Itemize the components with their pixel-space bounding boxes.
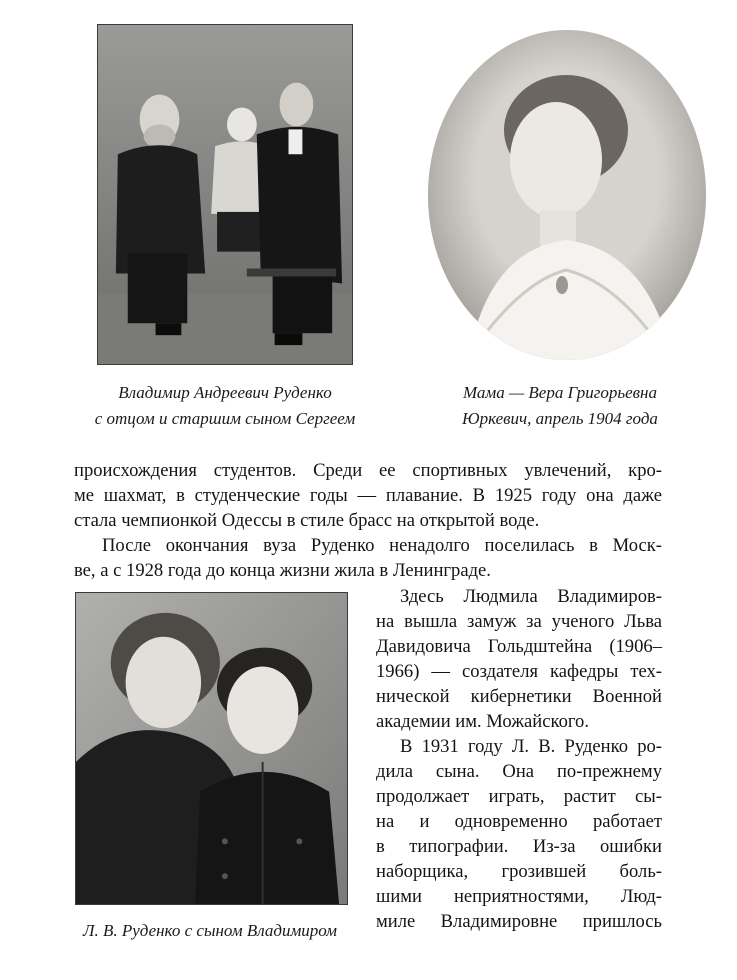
column-line: шими неприятностями, Люд- — [376, 886, 662, 907]
column-line: 1966) — создателя кафедры тех- — [376, 661, 662, 682]
column-line: продолжает играть, растит сы- — [376, 786, 662, 807]
photo-mother-oval — [428, 30, 706, 360]
column-line: на и одновременно работает — [376, 811, 662, 832]
body-line: ве, а с 1928 года до конца жизни жила в Ленинграде. — [74, 560, 491, 581]
body-line: происхождения студентов. Среди ее спортивных увлечений, кро- — [74, 460, 662, 481]
column-line: нической кибернетики Военной — [376, 686, 662, 707]
body-line: стала чемпионкой Одессы в стиле брасс на открытой воде. — [74, 510, 540, 531]
column-line: академии им. Можайского. — [376, 711, 590, 732]
column-line: Давидовича Гольдштейна (1906– — [376, 636, 662, 657]
body-line-indented: После окончания вуза Руденко ненадолго поселилась в Моск- — [102, 535, 662, 556]
photo-mother-with-son — [75, 592, 348, 905]
column-line: в типографии. Из-за ошибки — [376, 836, 662, 857]
column-line: наборщика, грозившей боль- — [376, 861, 662, 882]
column-line: дила сына. Она по-прежнему — [376, 761, 662, 782]
caption-mother: Мама — Вера Григорьевна Юркевич, апрель 1904 года — [462, 383, 658, 428]
caption-mother-with-son: Л. В. Руденко с сыном Владимиром — [82, 921, 337, 940]
column-line: на вышла замуж за ученого Льва — [376, 611, 662, 632]
caption-family-portrait: Владимир Андреевич Руденко с отцом и старшим сыном Сергеем — [94, 383, 356, 428]
column-line-indented: Здесь Людмила Владимиров- — [400, 586, 662, 607]
body-line: ме шахмат, в студенческие годы — плавание. В 1925 году она даже — [74, 485, 662, 506]
photo-family-portrait — [97, 24, 353, 365]
column-line: миле Владимировне пришлось — [376, 911, 662, 932]
column-line-indented: В 1931 году Л. В. Руденко ро- — [400, 736, 662, 757]
